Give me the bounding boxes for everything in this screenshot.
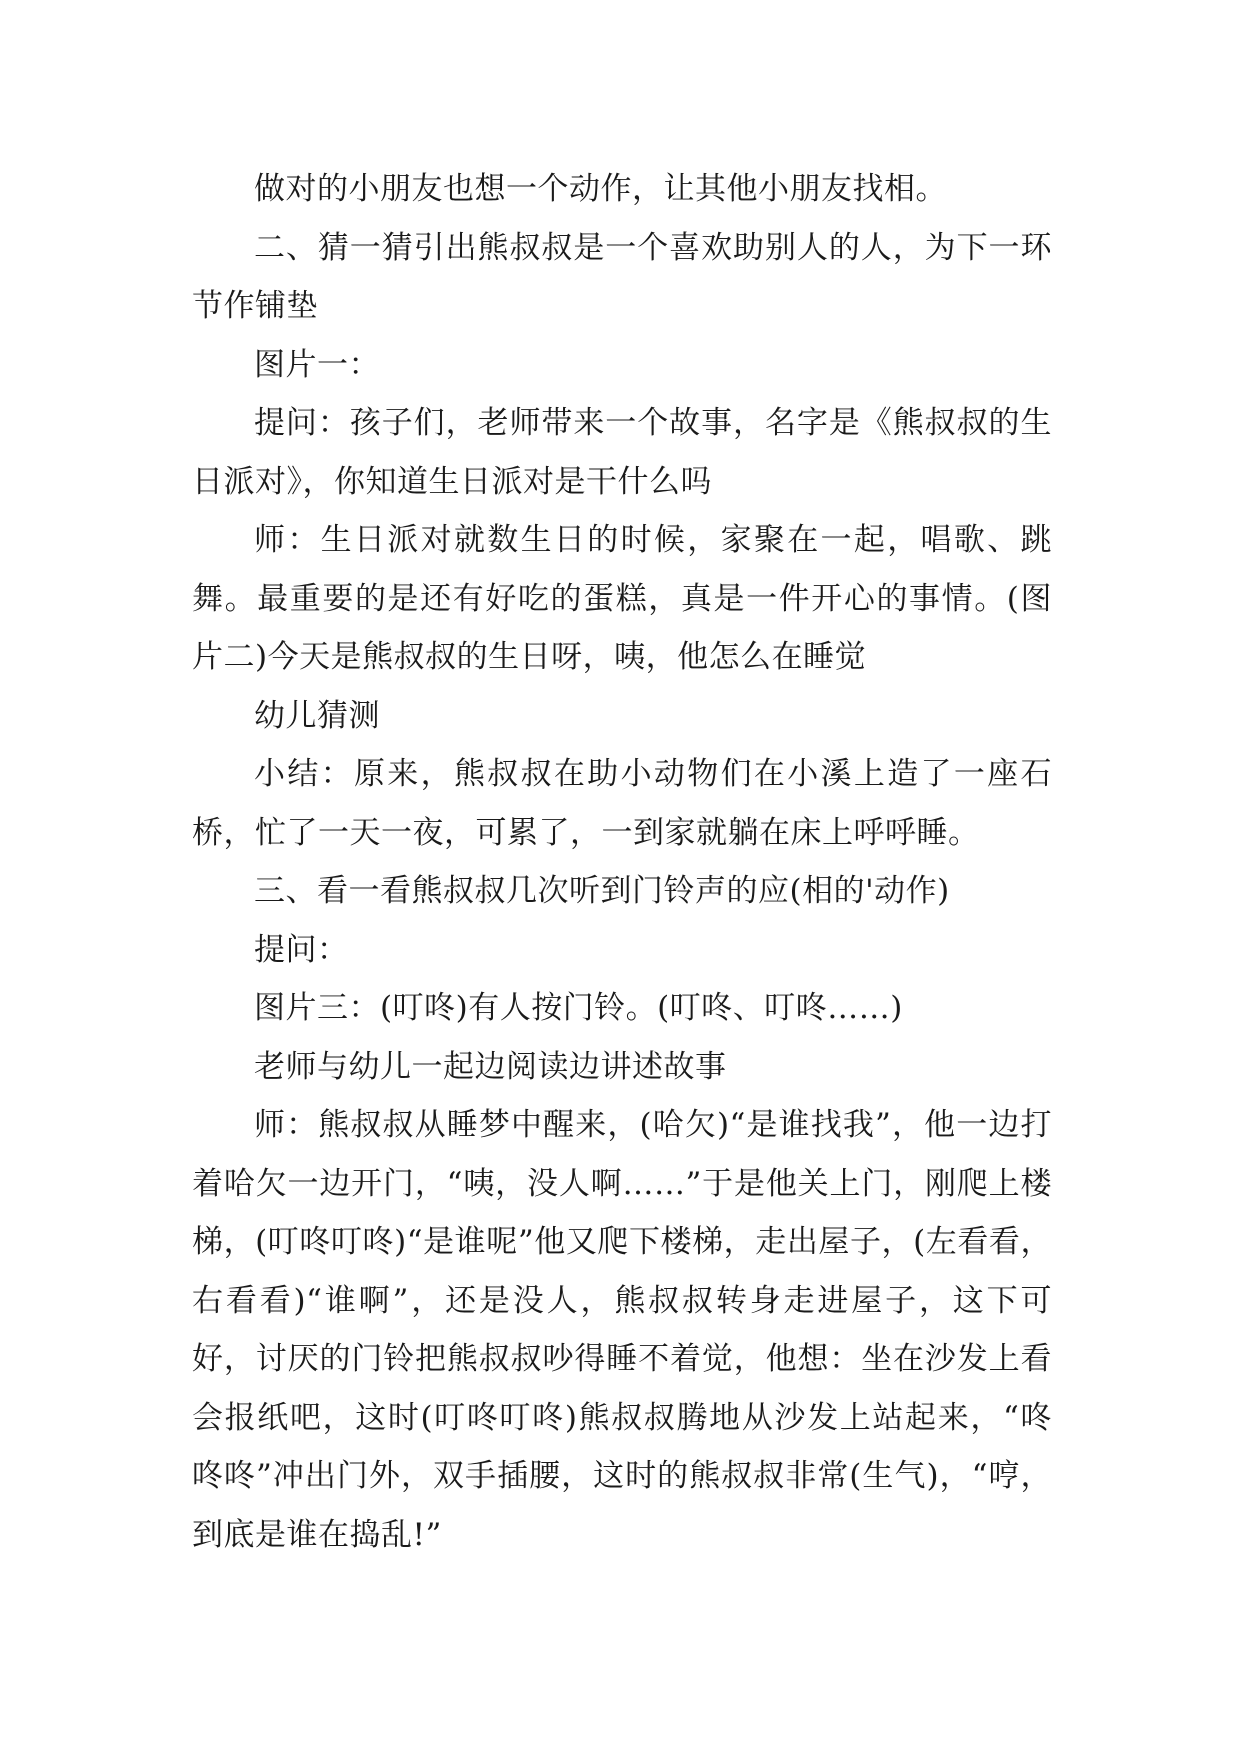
paragraph: 图片三：(叮咚)有人按门铃。(叮咚、叮咚……) [254,990,903,1026]
paragraph: 师：生日派对就数生日的时候，家聚在一起，唱歌、跳舞。最重要的是还有好吃的蛋糕，真是一件开心的事情。(图片二)今天是熊叔叔的生日呀，咦，他怎么在睡觉 [192,522,1052,675]
document-body [192,160,1052,1564]
paragraph: 提问：孩子们，老师带来一个故事，名字是《熊叔叔的生日派对》，你知道生日派对是干什么吗 [192,405,1052,500]
section-heading: 三、看一看熊叔叔几次听到门铃声的应(相的'动作) [254,873,950,909]
paragraph: 做对的小朋友也想一个动作，让其他小朋友找相。 [254,171,947,207]
paragraph: 幼儿猜测 [254,697,380,734]
paragraph: 师：熊叔叔从睡梦中醒来，(哈欠)“是谁找我”，他一边打着哈欠一边开门，“咦，没人啊……”于是他关上门，刚爬上楼梯，(叮咚叮咚)“是谁呢”他又爬下楼梯，走出屋子，(左看看，右看看)“谁啊”，还是没人，熊叔叔转身走进屋子，这下可好，讨厌的门铃把熊叔叔吵得睡不着觉，他想：坐在沙发上看会报纸吧，这时(叮咚叮咚)熊叔叔腾地从沙发上站起来，“咚咚咚”冲出门外，双手插腰，这时的熊叔叔非常(生气)，“哼，到底是谁在捣乱!” [192,1107,1052,1553]
paragraph: 图片一： [254,346,380,383]
paragraph: 老师与幼儿一起边阅读边讲述故事 [254,1048,727,1085]
paragraph: 提问： [254,931,349,968]
section-heading: 二、猜一猜引出熊叔叔是一个喜欢助别人的人，为下一环节作铺垫 [192,229,1052,324]
paragraph: 小结：原来，熊叔叔在助小动物们在小溪上造了一座石桥，忙了一天一夜，可累了，一到家就躺在床上呼呼睡。 [192,756,1052,851]
